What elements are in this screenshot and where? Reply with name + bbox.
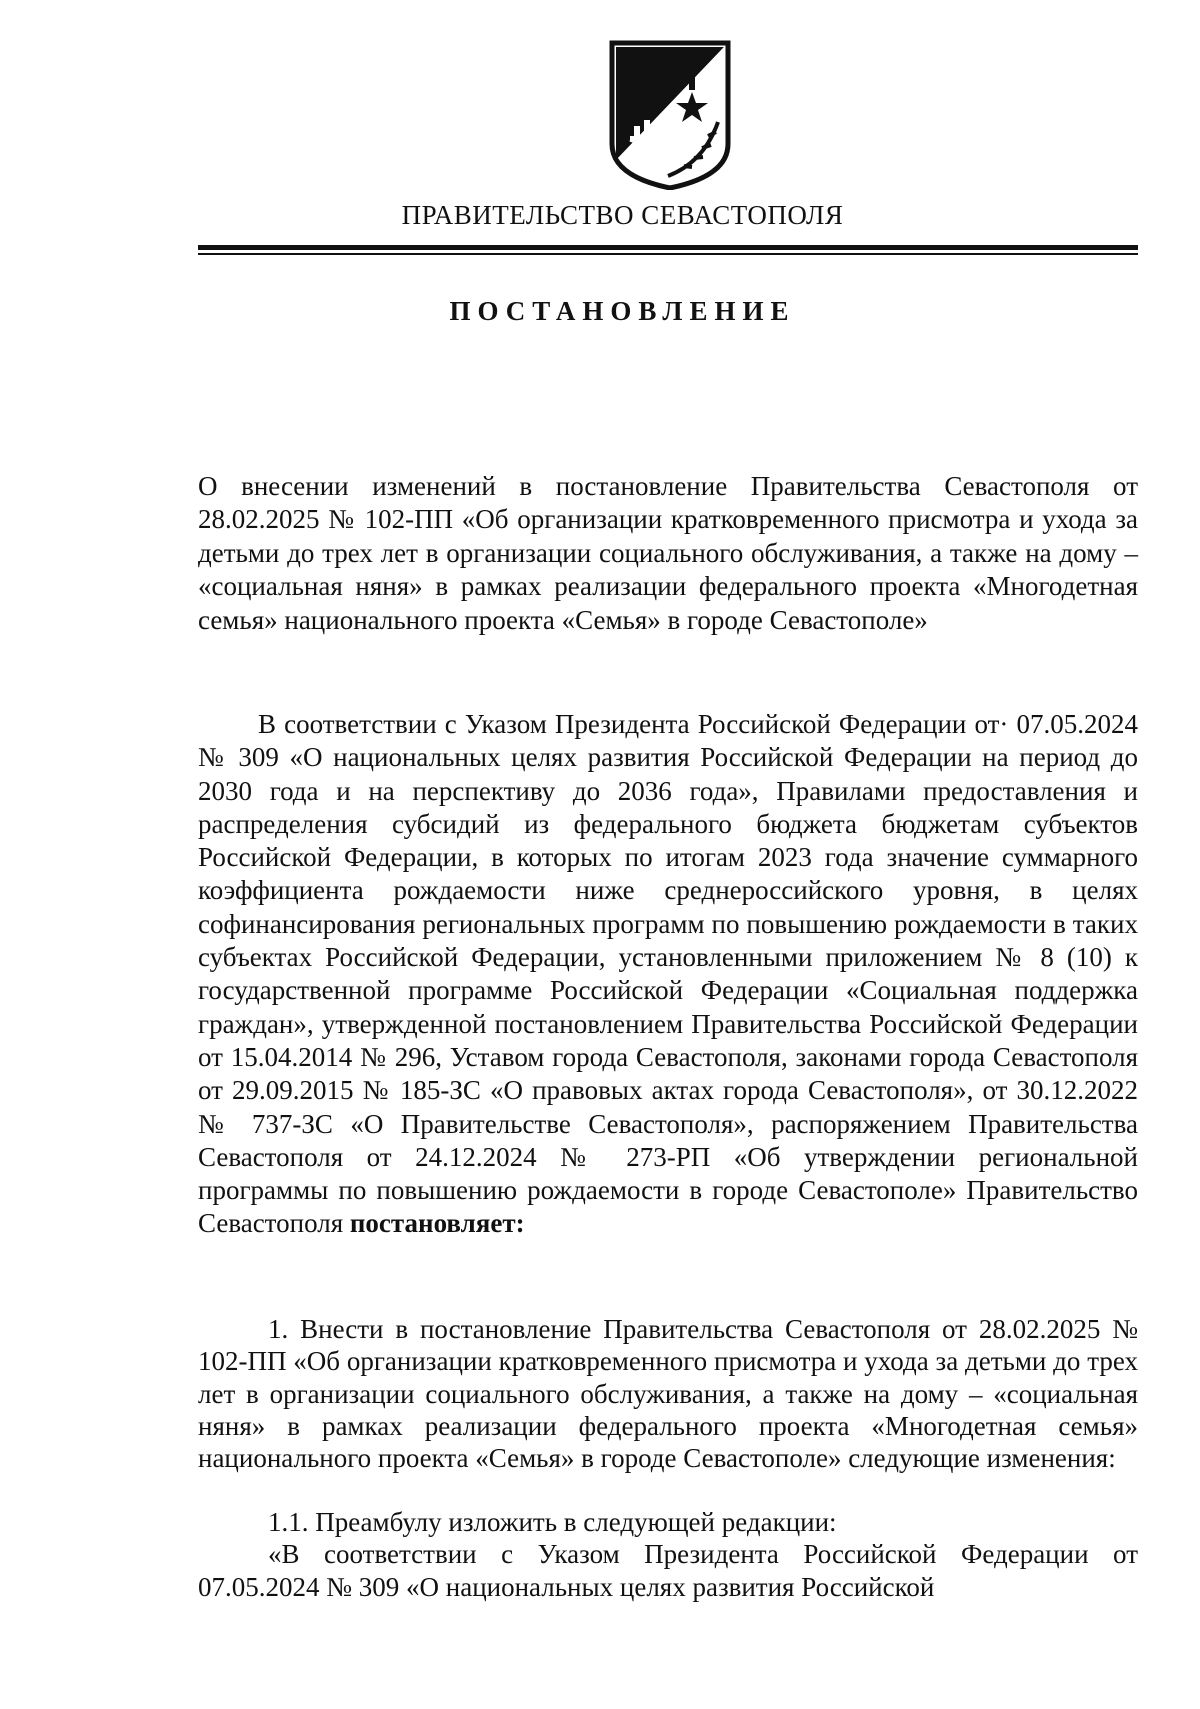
header-rule-thick [198,245,1138,250]
coat-of-arms-icon [608,40,732,190]
preamble-paragraph [198,708,1138,1241]
document-type-heading: ПОСТАНОВЛЕНИЕ [449,296,796,326]
preamble-text: В соответствии с Указом Президента Российской Федерации от· 07.05.2024 № 309 «О национальных целях развития Российской Федерации на период до 2030 года и на перспективу до 2036 года», Правилами предоставления и распределения субсидий из федерального бюджета бюджетам субъектов Российской Федерации, в которых по итогам 2023 года значение суммарного коэффициента рождаемости ниже среднероссийского уровня, в целях софинансирования региональных программ по повышению рождаемости в таких субъектах Российской Федерации, установленными приложением № 8 (10) к государственной программе Российской Федерации «Социальная поддержка граждан», утвержденной постановлением Правительства Российской Федерации от 15.04.2014 № 296, Уставом города Севастополя, законами города Севастополя от 29.09.2015 № 185-ЗС «О правовых актах города Севастополя», от 30.12.2022 № 737-ЗС «О Правительстве Севастополя», распоряжением Правительства Севастополя от 24.12.2024 № 273-РП «Об утверждении региональной программы по повышению рождаемости в городе Севастополе» Правительство Севастополя [198,709,1138,1239]
item-1-paragraph: 1. Внести в постановление Правительства Севастополя от 28.02.2025 № 102-ПП «Об организации кратковременного присмотра и ухода за детьми до трех лет в организации социального обслуживания, а также на дому – «социальная няня» в рамках реализации федерального проекта «Многодетная семья» национального проекта «Семья» в городе Севастополе» следующие изменения: [198,1314,1138,1474]
document-title: О внесении изменений в постановление Правительства Севастополя от 28.02.2025 № 102-ПП «Об организации кратковременного присмотра и ухода за детьми до трех лет в организации социального обслуживания, а также на дому – «социальная няня» в рамках реализации федерального проекта «Многодетная семья» национального проекта «Семья» в городе Севастополе» [198,471,1138,635]
organization-name: ПРАВИТЕЛЬСТВО СЕВАСТОПОЛЯ [401,200,844,230]
preamble-resolution-word: постановляет: [349,1208,525,1239]
header-rule-thin [198,253,1138,255]
quoted-preamble-start: «В соответствии с Указом Президента Российской Федерации от 07.05.2024 № 309 «О национальных целях развития Российской [198,1539,1138,1602]
item-1-1-paragraph: 1.1. Преамбулу изложить в следующей редакции: [268,1507,837,1537]
